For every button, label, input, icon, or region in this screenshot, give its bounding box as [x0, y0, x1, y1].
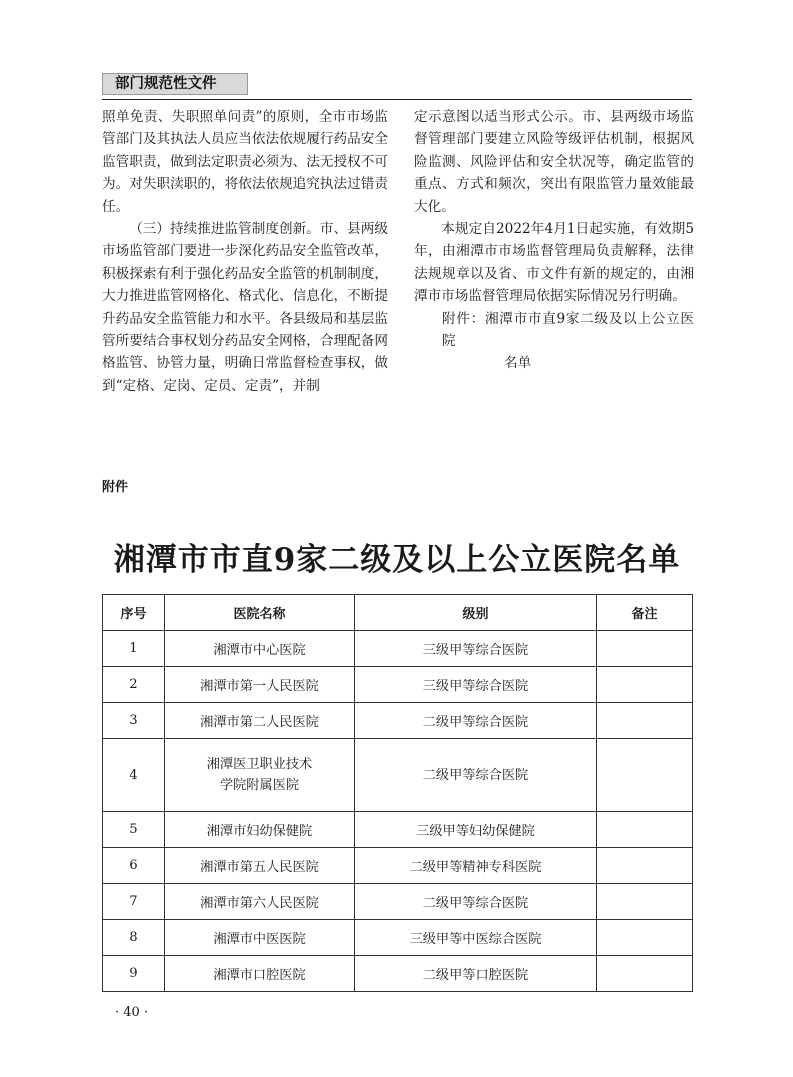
cell-level: 三级甲等综合医院	[355, 631, 597, 667]
cell-level: 三级甲等中医综合医院	[355, 920, 597, 956]
cell-no: 1	[103, 631, 165, 667]
cell-no: 4	[103, 739, 165, 812]
cell-level: 三级甲等妇幼保健院	[355, 812, 597, 848]
table-row	[103, 631, 693, 667]
cell-name: 湘潭市中心医院	[165, 631, 355, 667]
cell-name: 湘潭市妇幼保健院	[165, 812, 355, 848]
cell-no: 9	[103, 956, 165, 992]
page-number: · 40 ·	[115, 1005, 149, 1020]
left-paragraph-2: （三）持续推进监管制度创新。市、县两级市场监管部门要进一步深化药品安全监管改革，积极探索有利于强化药品安全监管的机制制度，大力推进监管网格化、格式化、信息化，不断提升药品安全监管能力和水平。各县级局和基层监管所要结合事权划分药品安全网格，合理配备网格监管、协管力量，明确日常监督检查事权，做到“定格、定岗、定员、定责”，并制	[102, 221, 388, 394]
table-row	[103, 667, 693, 703]
cell-note	[597, 884, 693, 920]
column-header-note: 备注	[597, 595, 693, 631]
annex-label: 附件	[102, 480, 129, 495]
cell-no: 7	[103, 884, 165, 920]
cell-no: 3	[103, 703, 165, 739]
cell-name: 湘潭市第二人民医院	[165, 703, 355, 739]
cell-note	[597, 667, 693, 703]
hospital-table	[102, 594, 693, 992]
left-column	[102, 106, 388, 397]
cell-note	[597, 703, 693, 739]
cell-name: 湘潭市中医医院	[165, 920, 355, 956]
cell-note	[597, 920, 693, 956]
header-rule	[102, 99, 692, 100]
cell-no: 2	[103, 667, 165, 703]
cell-name: 湘潭市第一人民医院	[165, 667, 355, 703]
cell-no: 5	[103, 812, 165, 848]
table-row	[103, 848, 693, 884]
right-paragraph-1: 定示意图以适当形式公示。市、县两级市场监督管理部门要建立风险等级评估机制，根据风险监测、风险评估和安全状况等，确定监管的重点、方式和频次，突出有限监管力量效能最大化。	[414, 109, 694, 215]
section-tag: 部门规范性文件	[102, 73, 248, 95]
cell-name	[165, 739, 355, 812]
right-column	[414, 106, 694, 375]
cell-note	[597, 812, 693, 848]
annex-reference-line-2: 名单	[504, 355, 532, 372]
cell-name: 湘潭市第五人民医院	[165, 848, 355, 884]
column-header-name: 医院名称	[165, 595, 355, 631]
cell-level: 二级甲等综合医院	[355, 703, 597, 739]
annex-title: 湘潭市市直9家二级及以上公立医院名单	[113, 542, 681, 578]
annex-reference	[414, 308, 694, 375]
cell-name-line-2: 学院附属医院	[219, 778, 300, 793]
column-header-no: 序号	[103, 595, 165, 631]
cell-level: 二级甲等综合医院	[355, 739, 597, 812]
table-header-row	[103, 595, 693, 631]
cell-name: 湘潭市第六人民医院	[165, 884, 355, 920]
cell-note	[597, 848, 693, 884]
column-header-level: 级别	[355, 595, 597, 631]
cell-level: 二级甲等综合医院	[355, 884, 597, 920]
cell-note	[597, 739, 693, 812]
cell-name-line-1: 湘潭医卫职业技术	[206, 757, 313, 772]
cell-level: 二级甲等精神专科医院	[355, 848, 597, 884]
table-row	[103, 739, 693, 812]
table-row	[103, 884, 693, 920]
annex-reference-line-1: 附件：湘潭市市直9家二级及以上公立医院	[442, 310, 694, 350]
table-row	[103, 920, 693, 956]
cell-note	[597, 631, 693, 667]
table-row	[103, 812, 693, 848]
cell-name: 湘潭市口腔医院	[165, 956, 355, 992]
cell-level: 三级甲等综合医院	[355, 667, 597, 703]
cell-no: 6	[103, 848, 165, 884]
cell-note	[597, 956, 693, 992]
table-row	[103, 703, 693, 739]
right-paragraph-2: 本规定自2022年4月1日起实施，有效期5年，由湘潭市市场监督管理局负责解释，法律法规规章以及省、市文件有新的规定的，由湘潭市市场监督管理局依据实际情况另行明确。	[414, 221, 694, 305]
table-row	[103, 956, 693, 992]
cell-level: 二级甲等口腔医院	[355, 956, 597, 992]
cell-no: 8	[103, 920, 165, 956]
left-paragraph-1: 照单免责、失职照单问责”的原则，全市市场监管部门及其执法人员应当依法依规履行药品安全监管职责，做到法定职责必须为、法无授权不可为。对失职渎职的，将依法依规追究执法过错责任。	[102, 109, 388, 215]
